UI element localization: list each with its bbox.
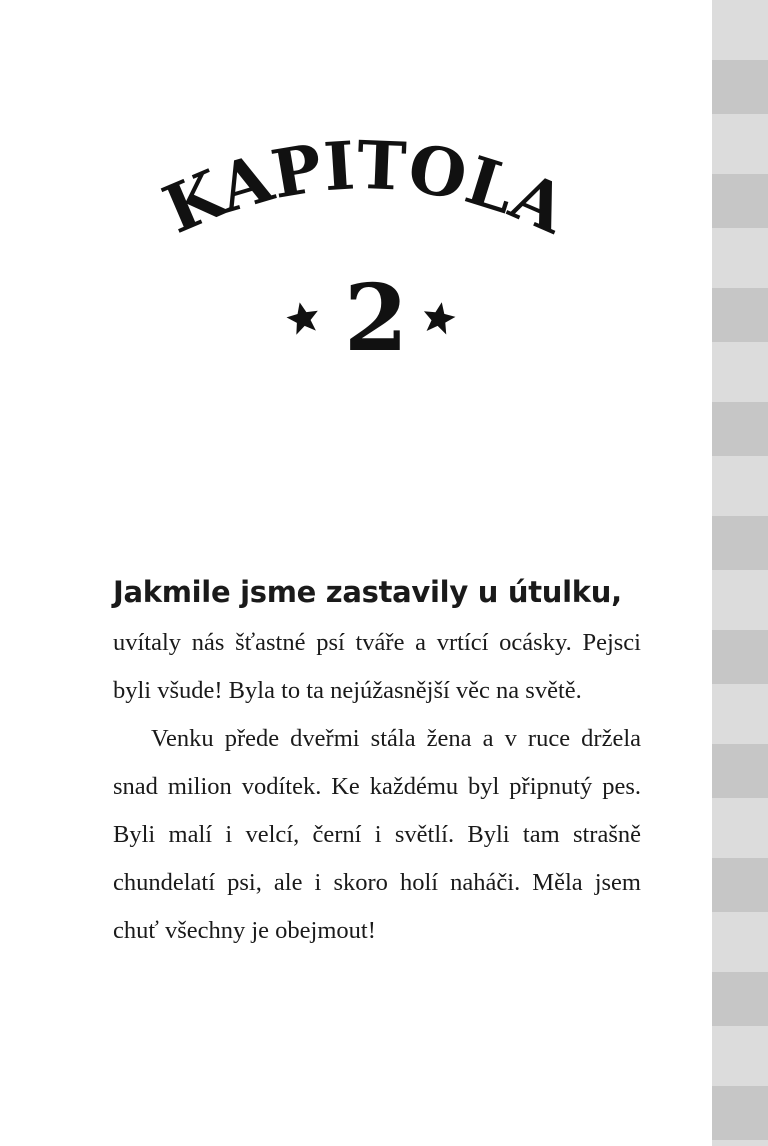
chapter-title [152, 126, 578, 249]
paragraph: uvítaly nás šťastné psí tváře a vrtící ocásky. Pejsci byli všude! Byla to ta nejúžasnější věc na světě. [113, 629, 641, 704]
star-icon [284, 299, 322, 336]
page-edge-stripes [712, 0, 768, 1146]
star-icon [421, 299, 458, 335]
chapter-text [113, 565, 641, 955]
lead-line: Jakmile jsme zastavily u útulku, [113, 575, 622, 609]
chapter-heading [0, 0, 712, 400]
paragraph: Venku přede dveřmi stála žena a v ruce držela snad milion vodítek. Ke každému byl připnutý pes. Byli malí i velcí, černí i světlí. Byli tam strašně chundelatí psi, ale i skoro holí naháči. Měla jsem chuť všechny je obejmout! [113, 725, 641, 944]
chapter-title-text: KAPITOLA [152, 125, 578, 249]
chapter-number: 2 [343, 264, 409, 372]
